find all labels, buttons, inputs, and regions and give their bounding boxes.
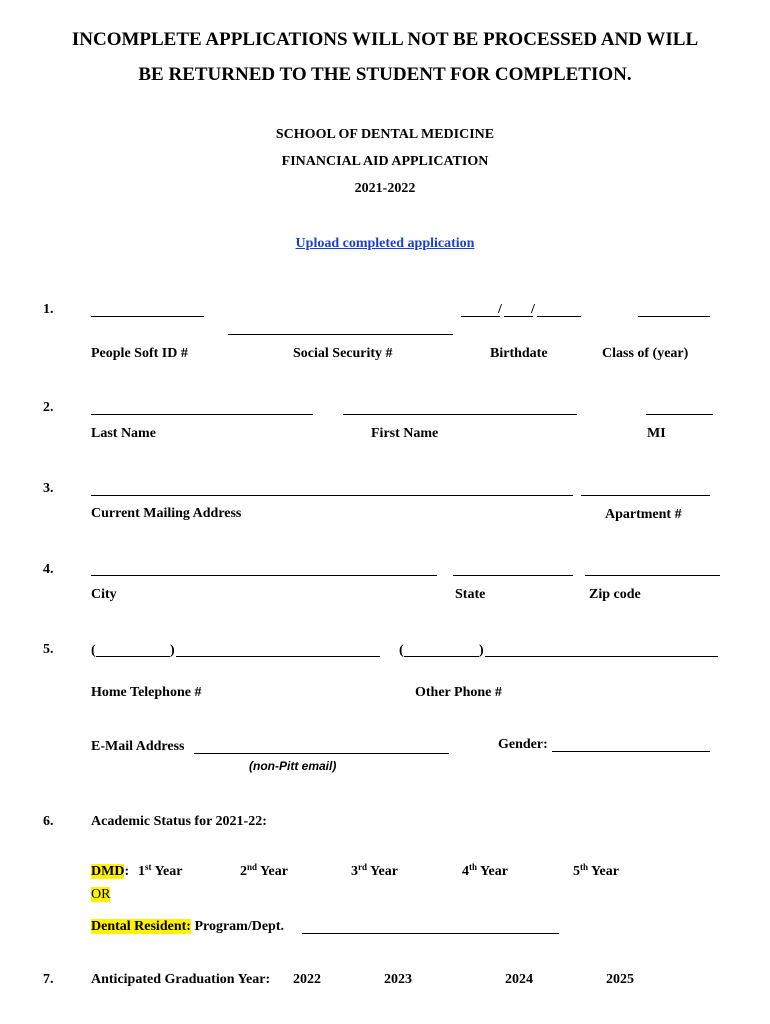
item-number-4: 4.: [43, 562, 54, 577]
item-number-5: 5.: [43, 642, 54, 657]
grad-year-2022[interactable]: 2022: [293, 972, 321, 987]
item-number-2: 2.: [43, 400, 54, 415]
program-dept-label: Program/Dept.: [194, 919, 284, 934]
mailing-address-field[interactable]: [91, 495, 573, 496]
grad-year-2025[interactable]: 2025: [606, 972, 634, 987]
dental-resident-option[interactable]: [91, 919, 284, 935]
birth-year-field[interactable]: [537, 316, 581, 317]
year-4-option[interactable]: 4th Year: [462, 862, 508, 879]
apartment-field[interactable]: [581, 495, 710, 496]
form-title: FINANCIAL AID APPLICATION: [281, 154, 489, 169]
zip-label: Zip code: [589, 587, 641, 602]
email-label: E-Mail Address: [91, 739, 185, 754]
zip-field[interactable]: [585, 575, 720, 576]
academic-status-label: Academic Status for 2021-22:: [91, 814, 267, 829]
first-name-field[interactable]: [343, 414, 577, 415]
program-dept-field[interactable]: [302, 933, 559, 934]
first-name-label: First Name: [371, 426, 439, 441]
upload-link[interactable]: Upload completed application: [295, 236, 475, 251]
dmd-label: DMD: [91, 864, 125, 879]
last-name-label: Last Name: [91, 426, 156, 441]
birth-day-field[interactable]: [504, 316, 533, 317]
state-field[interactable]: [453, 575, 573, 576]
anticipated-grad-label: Anticipated Graduation Year:: [91, 972, 271, 987]
apartment-label: Apartment #: [605, 507, 682, 522]
year-5-option[interactable]: 5th Year: [573, 862, 619, 879]
last-name-field[interactable]: [91, 414, 313, 415]
home-phone-label: Home Telephone #: [91, 685, 202, 700]
email-field[interactable]: [194, 753, 449, 754]
mi-label: MI: [647, 426, 666, 441]
ssn-field[interactable]: [228, 334, 453, 335]
other-phone-open-paren: (: [399, 643, 404, 658]
birthdate-label: Birthdate: [490, 346, 548, 361]
mi-field[interactable]: [646, 414, 713, 415]
peoplesoft-label: People Soft ID #: [91, 346, 188, 361]
other-area-code-field[interactable]: [404, 656, 479, 657]
peoplesoft-id-field[interactable]: [91, 316, 204, 317]
year-2-option[interactable]: 2nd Year: [240, 862, 288, 879]
grad-year-2023[interactable]: 2023: [384, 972, 412, 987]
home-phone-field[interactable]: [176, 656, 380, 657]
city-field[interactable]: [91, 575, 437, 576]
gender-field[interactable]: [552, 751, 710, 752]
birthdate-slash-1: /: [498, 302, 502, 317]
other-phone-field[interactable]: [485, 656, 718, 657]
class-year-field[interactable]: [638, 316, 710, 317]
or-label: OR: [91, 887, 111, 902]
grad-year-2024[interactable]: 2024: [505, 972, 533, 987]
year-3-option[interactable]: 3rd Year: [351, 862, 398, 879]
home-phone-close-paren: ): [170, 643, 175, 658]
item-number-6: 6.: [43, 814, 54, 829]
mailing-address-label: Current Mailing Address: [91, 506, 242, 521]
item-number-3: 3.: [43, 481, 54, 496]
other-phone-close-paren: ): [479, 643, 484, 658]
state-label: State: [455, 587, 486, 602]
year-1-option[interactable]: 1st Year: [138, 862, 183, 879]
warning-line-2: BE RETURNED TO THE STUDENT FOR COMPLETION.: [138, 64, 632, 85]
dental-resident-label: Dental Resident:: [91, 919, 191, 934]
class-year-label: Class of (year): [602, 346, 689, 361]
ssn-label: Social Security #: [293, 346, 393, 361]
item-number-1: 1.: [43, 302, 54, 317]
school-name: SCHOOL OF DENTAL MEDICINE: [275, 127, 495, 142]
city-label: City: [91, 587, 117, 602]
form-year: 2021-2022: [354, 181, 416, 196]
gender-label: Gender:: [498, 737, 548, 752]
dmd-option[interactable]: DMD:: [91, 864, 130, 879]
birth-month-field[interactable]: [461, 316, 500, 317]
warning-line-1: INCOMPLETE APPLICATIONS WILL NOT BE PROCESSED AND WILL: [71, 29, 699, 50]
home-area-code-field[interactable]: [96, 656, 170, 657]
birthdate-slash-2: /: [531, 302, 535, 317]
home-phone-open-paren: (: [91, 643, 96, 658]
item-number-7: 7.: [43, 972, 54, 987]
other-phone-label: Other Phone #: [415, 685, 502, 700]
email-note: (non-Pitt email): [249, 759, 337, 773]
